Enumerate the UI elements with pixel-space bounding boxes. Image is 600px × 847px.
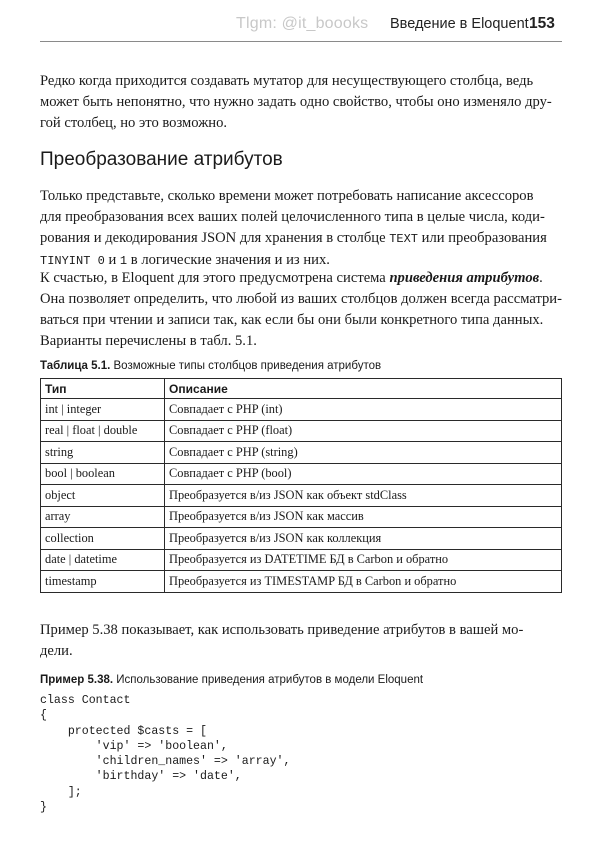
text-run: и — [104, 252, 120, 268]
emphasized-term: приведения атрибутов — [389, 270, 540, 286]
table-row — [41, 420, 562, 442]
text-run: в логические значения и из них. — [127, 252, 330, 268]
page-header — [0, 0, 600, 46]
text-line: Варианты перечислены в табл. 5.1. — [40, 333, 257, 349]
text-run: . — [539, 270, 543, 286]
code-line: 'birthday' => 'date', — [40, 770, 242, 784]
text-line: ваться при чтении и записи так, как если бы они были конкретного типа данных. — [40, 312, 544, 328]
column-header-type: Тип — [41, 379, 165, 399]
text-line: для преобразования всех ваших полей целочисленного типа в целые числа, коди- — [40, 209, 545, 225]
text-line: Она позволяет определить, что любой из ваших столбцов должен всегда рассматри- — [40, 291, 562, 307]
caption-text: Возможные типы столбцов приведения атрибутов — [110, 360, 382, 372]
text-run: К счастью, в Eloquent для этого предусмотрена система — [40, 270, 390, 286]
text-line — [40, 228, 562, 250]
text-line: Пример 5.38 показывает, как использовать приведение атрибутов в вашей мо- — [40, 622, 524, 638]
table-header-row — [41, 379, 562, 399]
table-row — [41, 485, 562, 507]
text-line: Только представьте, сколько времени может потребовать написание аксессоров — [40, 188, 534, 204]
table-row — [41, 571, 562, 593]
cell-description: Преобразуется в/из JSON как массив — [165, 506, 562, 528]
cell-description: Совпадает с PHP (int) — [165, 399, 562, 421]
cell-description: Совпадает с PHP (float) — [165, 420, 562, 442]
caption-text: Использование приведения атрибутов в модели Eloquent — [113, 674, 424, 686]
paragraph-casting — [40, 268, 562, 352]
cell-description: Преобразуется в/из JSON как коллекция — [165, 528, 562, 550]
cast-types-table — [40, 378, 562, 593]
cell-description: Совпадает с PHP (bool) — [165, 463, 562, 485]
page-number: 153 — [529, 15, 555, 32]
watermark: Tlgm: @it_boooks — [236, 15, 369, 32]
cell-type: bool | boolean — [41, 463, 165, 485]
running-title: Введение в Eloquent — [390, 16, 529, 32]
section-title: Преобразование атрибутов — [40, 149, 283, 170]
table-row — [41, 549, 562, 571]
code-line: 'children_names' => 'array', — [40, 755, 291, 769]
table-row — [41, 528, 562, 550]
cell-type: timestamp — [41, 571, 165, 593]
caption-label: Пример 5.38. — [40, 674, 114, 686]
cell-type: date | datetime — [41, 549, 165, 571]
code-line: 'vip' => 'boolean', — [40, 739, 228, 753]
inline-code: 1 — [119, 254, 128, 268]
table-row — [41, 506, 562, 528]
column-header-description: Описание — [165, 379, 562, 399]
header-rule — [40, 41, 562, 42]
code-listing — [40, 693, 290, 815]
text-line — [40, 268, 562, 289]
code-line: ]; — [40, 785, 82, 799]
inline-code: TEXT — [389, 232, 419, 246]
example-caption — [40, 674, 423, 686]
text-run: рования и декодирования JSON для хранения в столбце — [40, 230, 390, 246]
cell-type: object — [41, 485, 165, 507]
table-row — [41, 463, 562, 485]
paragraph-intro — [40, 71, 562, 134]
cell-type: array — [41, 506, 165, 528]
text-line: дели. — [40, 643, 73, 659]
cell-type: real | float | double — [41, 420, 165, 442]
cell-description: Преобразуется из DATETIME БД в Carbon и обратно — [165, 549, 562, 571]
text-run: или преобразования — [418, 230, 547, 246]
paragraph-example-intro — [40, 620, 562, 662]
paragraph-accessors — [40, 186, 562, 272]
code-line: class Contact — [40, 694, 131, 707]
table-row — [41, 399, 562, 421]
cell-type: collection — [41, 528, 165, 550]
cell-description: Совпадает с PHP (string) — [165, 442, 562, 464]
cell-type: int | integer — [41, 399, 165, 421]
caption-label: Таблица 5.1. — [40, 360, 111, 372]
code-line: protected $casts = [ — [40, 724, 207, 738]
cell-type: string — [41, 442, 165, 464]
cell-description: Преобразуется из TIMESTAMP БД в Carbon и обратно — [165, 571, 562, 593]
table-caption — [40, 360, 381, 372]
cell-description: Преобразуется в/из JSON как объект stdClass — [165, 485, 562, 507]
table-row — [41, 442, 562, 464]
code-line: { — [40, 709, 47, 723]
text-line: может быть непонятно, что нужно задать одно свойство, чтобы оно изменяло дру- — [40, 94, 552, 110]
inline-code: TINYINT 0 — [40, 254, 105, 268]
text-line: гой столбец, но это возможно. — [40, 115, 228, 131]
code-line: } — [40, 801, 47, 815]
text-line: Редко когда приходится создавать мутатор для несуществующего столбца, ведь — [40, 73, 534, 89]
